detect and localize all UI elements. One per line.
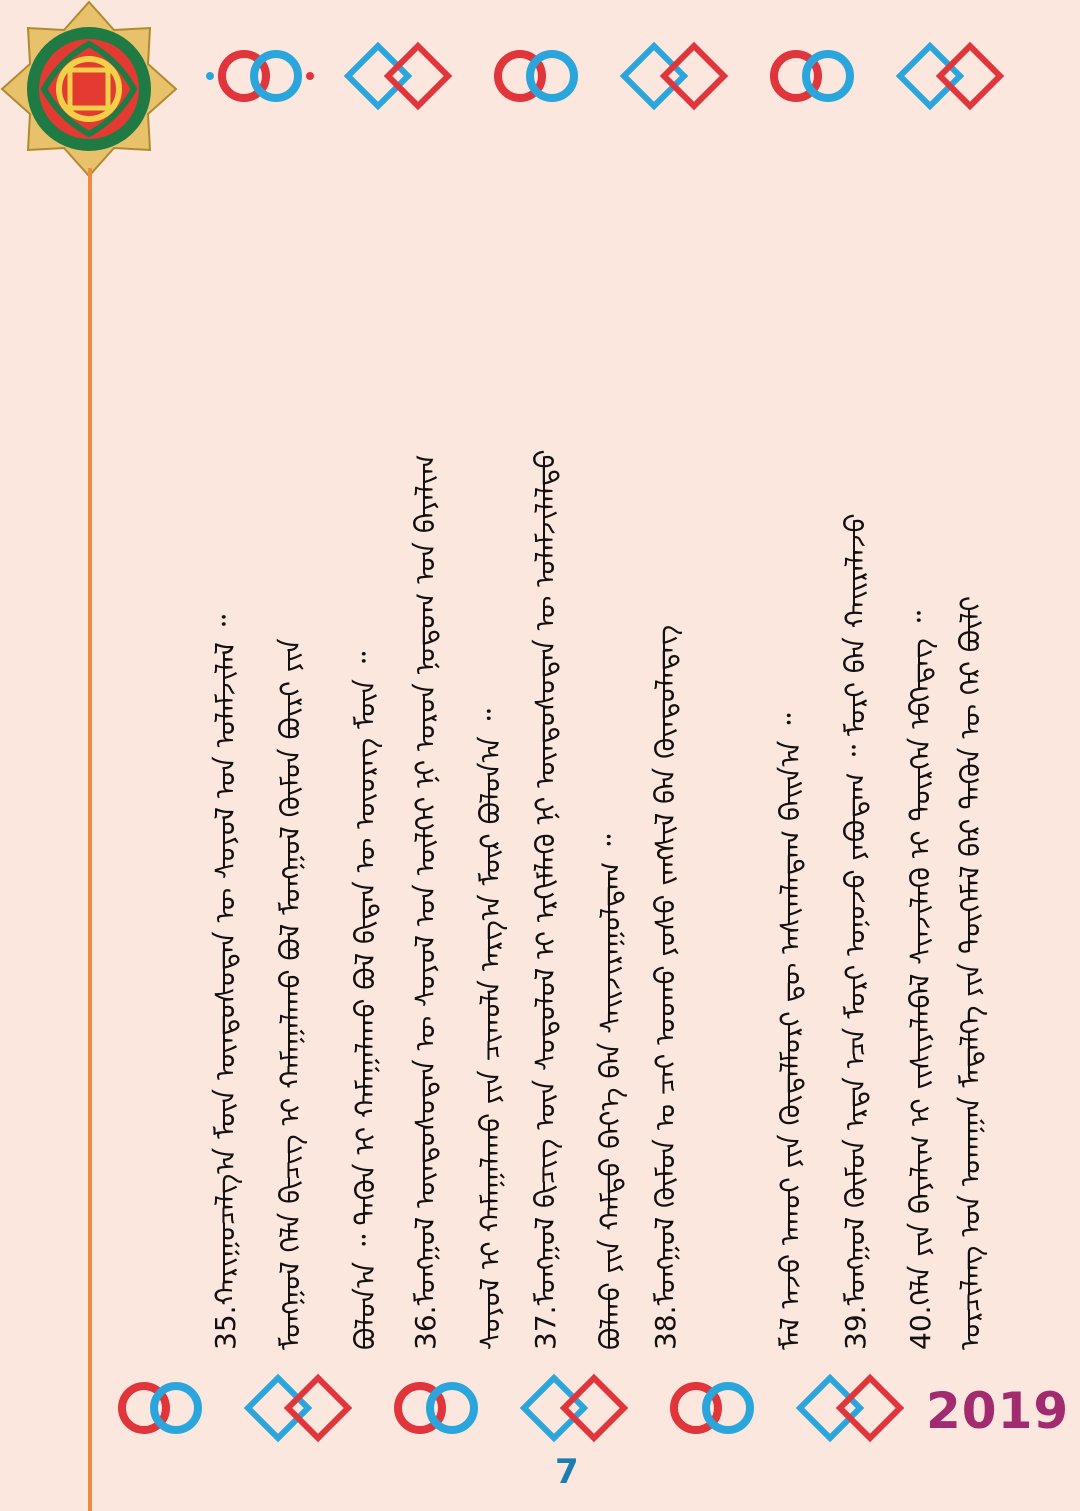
entry-40-line-1: ᠣᠷᠴᠢᠯᠠᠩ ᠤᠨ ᠤᠬᠠᠭᠠᠨ ᠮᠡᠳᠡᠯᠭᠡ ᠶᠢᠨ ᠲᠦᠭᠡᠮᠡᠯ ᠪᠠᠷ ᠲᠡᠭᠦᠨ ᠦ ᠭᠡᠷ ᠪᠦᠯᠢ (954, 595, 987, 1350)
ring-ornament-icon (376, 1368, 496, 1448)
entry-39-line-2: ᠮᠠᠯ ᠠᠵᠤ ᠠᠬᠤᠢ ᠶᠢᠨ ᠬᠦᠳᠡᠯᠮᠦᠷᠢ ᠳᠦ ᠠᠰᠢᠭᠯᠠᠳᠠᠭ ᠪᠠᠢᠨ᠎ᠠ ᠃ (774, 713, 807, 1350)
entry-36-line-2: ᠪᠣᠯᠣᠨ᠎ᠠ ᠃ ᠲᠡᠭᠦᠨ ᠢ ᠬᠠᠮᠠᠭᠠᠯᠠᠬᠤ ᠪᠣᠯ ᠪᠢᠳᠡᠨ ᠦ ᠦᠦᠷᠡᠭ ᠮᠦᠨ ᠃ (349, 651, 382, 1350)
entry-36-line-1: 36.ᠮᠣᠩᠭᠣᠯ ᠦᠨᠳᠦᠰᠦᠲᠡᠨ ᠦ ᠰᠣᠶᠣᠯ ᠤᠨ ᠦᠯᠭᠡᠢ ᠨᠢ ᠣᠷᠣᠨ ᠨᠤᠲᠤᠭ ᠤᠨ ᠪᠠᠶᠠᠯᠢᠭ (409, 454, 442, 1350)
diamond-ornament-icon (614, 36, 734, 116)
ring-ornament-icon (652, 1368, 772, 1448)
ring-ornament-icon (476, 36, 596, 116)
vertical-rule (88, 168, 92, 1511)
entry-37-line-1: 37.ᠮᠤᠩᠭᠤᠯ ᠪᠢᠴᠢᠭ ᠦᠨ ᠰᠤᠳᠤᠯᠤᠯ ᠢ ᠡᠷᠬᠢᠮᠯᠡᠬᠦ ᠨᠢ ᠦᠨᠳᠦᠰᠦᠲᠡᠨ ᠦ ᠤᠯᠠᠮᠵᠢᠯᠠᠯᠲᠤ (529, 449, 562, 1350)
diamond-ornament-icon (790, 1368, 910, 1448)
year-label: 2019 (926, 1382, 1070, 1440)
ring-ornament-icon (100, 1368, 220, 1448)
entry-37-line-2: ᠰᠣᠶᠣᠯ ᠢ ᠬᠠᠮᠠᠭᠠᠯᠠᠬᠤ ᠶᠢᠨ ᠴᠢᠬᠤᠯᠠ ᠠᠷᠭ᠎ᠠ ᠮᠥᠷ ᠪᠣᠯᠤᠨ᠎ᠠ ᠃ (474, 709, 507, 1350)
entry-38-line-1: 38.ᠮᠤᠩᠭᠤᠯ ᠬᠦᠮᠦᠨ ᠤ ᠴᠠᠢ ᠤᠤᠬᠤ ᠶᠤᠰᠤ ᠵᠠᠩᠰᠢᠯ ᠪᠡᠨ ᠬᠦᠨᠳᠦᠯᠡᠳᠡᠭ (649, 624, 682, 1350)
page-number: 7 (555, 1452, 579, 1492)
ring-ornament-icon (200, 36, 320, 116)
entry-35-line-1: ᠮᠣᠩᠭᠣᠯ ᠬᠡᠯᠡ ᠪᠢᠴᠢᠭ ᠢ ᠬᠠᠮᠠᠭᠠᠯᠠᠬᠤ ᠪᠣᠯ ᠮᠣᠩᠭᠣᠯ ᠬᠦᠮᠦᠨ ᠪᠦᠷᠢ ᠶᠢᠨ (274, 638, 307, 1350)
diamond-ornament-icon (338, 36, 458, 116)
entry-35-line-2: 35.ᠬᠠᠷᠢᠭᠤᠴᠠᠯᠭ᠎ᠠ ᠮᠥᠨ ᠦᠨᠳᠦᠰᠦᠲᠡᠨ ᠦ ᠰᠣᠶᠣᠯ ᠤᠨ ᠤᠯᠠᠮᠵᠢᠯᠠᠯ ᠃ (209, 614, 242, 1350)
ring-ornament-icon (752, 36, 872, 116)
text-body (150, 150, 1000, 1350)
entry-40-line-2: 40.ᠬᠡᠯᠡ ᠶᠢᠨ ᠪᠠᠶᠠᠯᠢᠭ ᠢ ᠵᠢᠰᠢᠶᠡᠯᠡᠪᠡᠯ ᠰᠢᠨᠵᠢᠯᠡᠬᠦ ᠢ ᠲᠦᠷᠭᠡᠨ ᠡᠪᠬᠡᠳᠡᠭ ᠃ (904, 610, 937, 1350)
entry-39-line-1: 39.ᠮᠤᠩᠭᠤᠯ ᠬᠦᠮᠦᠨ ᠡᠷᠲᠡ ᠡᠴᠡ ᠮᠤᠷᠢ ᠤᠨᠤᠵᠤ ᠶᠠᠪᠤᠳᠠᠭ ᠃ ᠮᠤᠷᠢ ᠪᠡᠨ ᠬᠠᠢᠷᠠᠯᠠᠵᠤ (839, 513, 872, 1350)
diamond-ornament-icon (890, 36, 1010, 116)
entry-38-line-2: ᠪᠤᠯᠬᠤ ᠶᠢᠨ ᠬᠠᠮᠲᠤ ᠪᠡᠶ᠎ᠡ ᠪᠡᠨ ᠰᠠᠢᠵᠢᠷᠠᠭᠤᠯᠳᠠᠭ ᠃ (594, 834, 627, 1350)
bottom-border (100, 1368, 910, 1448)
diamond-ornament-icon (514, 1368, 634, 1448)
diamond-ornament-icon (238, 1368, 358, 1448)
top-border (200, 36, 1010, 116)
